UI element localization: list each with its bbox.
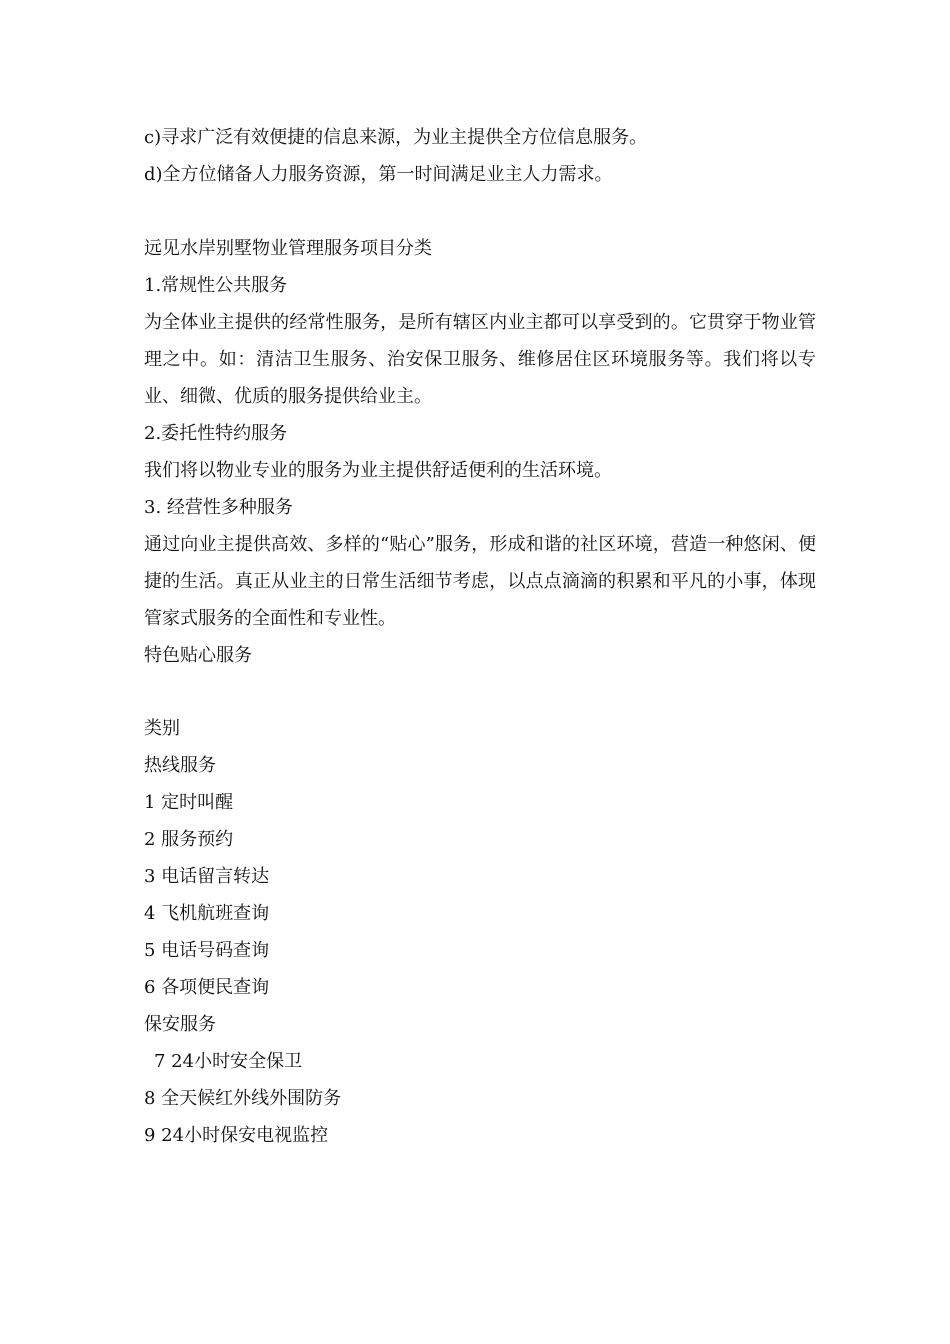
list-item: 3 电话留言转达 [144,866,270,887]
list-item: 5 电话号码查询 [144,940,270,961]
list-item: 4 飞机航班查询 [144,903,270,924]
section-title-3: 3. 经营性多种服务 [144,497,293,518]
list-item: 7 24小时安全保卫 [154,1051,303,1072]
document-body [144,119,816,1154]
list-item: 9 24小时保安电视监控 [144,1125,329,1146]
list-item: 2 服务预约 [144,829,234,850]
category-label: 类别 [144,718,180,739]
section-body-3: 通过向业主提供高效、多样的“贴心”服务，形成和谐的社区环境，营造一种悠闲、便捷的生活。真正从业主的日常生活细节考虑，以点点滴滴的积累和平凡的小事，体现管家式服务的全面性和专业性。 [144,534,816,629]
special-service-heading: 特色贴心服务 [144,645,252,666]
section-title-2: 2.委托性特约服务 [144,423,288,444]
spacer [144,674,816,710]
hotline-heading: 热线服务 [144,755,216,776]
section-body-1: 为全体业主提供的经常性服务，是所有辖区内业主都可以享受到的。它贯穿于物业管理之中。如：清洁卫生服务、治安保卫服务、维修居住区环境服务等。我们将以专业、细微、优质的服务提供给业主。 [144,312,816,407]
security-heading: 保安服务 [144,1014,216,1035]
section-body-2: 我们将以物业专业的服务为业主提供舒适便利的生活环境。 [144,460,612,481]
intro-item-d: d)全方位储备人力服务资源，第一时间满足业主人力需求。 [144,164,613,185]
list-item: 8 全天候红外线外围防务 [144,1088,342,1109]
spacer [144,193,816,230]
list-item: 1 定时叫醒 [144,792,234,813]
classification-heading: 远见水岸别墅物业管理服务项目分类 [144,238,432,259]
intro-item-c: c)寻求广泛有效便捷的信息来源，为业主提供全方位信息服务。 [144,127,648,148]
list-item: 6 各项便民查询 [144,977,270,998]
section-title-1: 1.常规性公共服务 [144,275,288,296]
